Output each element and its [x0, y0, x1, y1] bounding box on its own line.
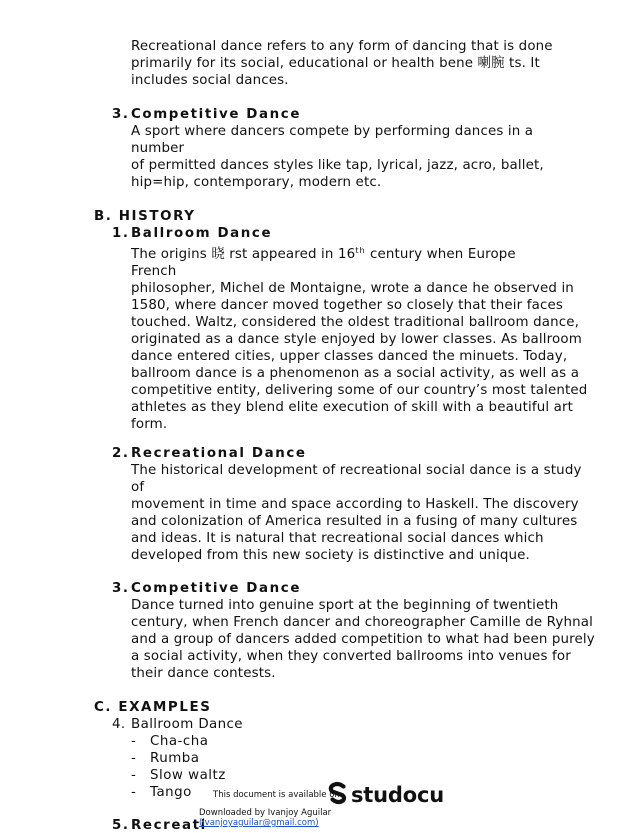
paragraph-line: and colonization of America resulted in a fusing of many cultures [131, 514, 578, 529]
list-item: Slow waltz [150, 768, 226, 783]
paragraph-line: includes social dances. [131, 73, 289, 88]
paragraph-line: ballroom dance is a phenomenon as a social activity, as well as a [131, 366, 580, 381]
studocu-logo-icon [327, 781, 349, 809]
paragraph-line: A sport where dancers compete by performing dances in a [131, 124, 534, 139]
examples-ballroom-title: Ballroom Dance [131, 717, 243, 732]
studocu-logo-text: studocu [351, 783, 444, 807]
studocu-logo[interactable] [327, 783, 444, 807]
paragraph-line: century, when French dancer and choreographer Camille de Ryhnal [131, 615, 593, 630]
list-item: Tango [150, 785, 192, 800]
section-title: Ballroom Dance [131, 226, 273, 241]
paragraph-line: hip=hip, contemporary, modern etc. [131, 175, 382, 190]
paragraph-line: primarily for its social, educational or health bene 喇腕 ts. It [131, 56, 540, 71]
examples-heading: C. EXAMPLES [94, 700, 212, 715]
examples-ballroom-number: 4. [112, 717, 126, 732]
paragraph-line: competitive entity, delivering some of our country’s most talented [131, 383, 588, 398]
list-item: Cha-cha [150, 734, 209, 749]
paragraph-line: dance entered cities, upper classes danced the minuets. Today, [131, 349, 568, 364]
section-title: Competitive Dance [131, 581, 302, 596]
paragraph-line: athletes as they blend elite execution of skill with a beautiful art [131, 400, 574, 415]
paragraph-line: originated as a dance style enjoyed by lower classes. As ballroom [131, 332, 582, 347]
paragraph-line: of permitted dances styles like tap, lyrical, jazz, acro, ballet, [131, 158, 544, 173]
line-text: The origins 晓 rst appeared in 16 [131, 247, 356, 262]
ballroom-history-number: 1. [112, 226, 130, 241]
dash-bullet: - [131, 768, 136, 783]
recreational-intro-paragraph [131, 38, 553, 89]
dash-bullet: - [131, 751, 136, 766]
dash-bullet: - [131, 785, 136, 800]
competitive-history-number: 3. [112, 581, 130, 596]
paragraph-line: movement in time and space according to Haskell. The discovery [131, 497, 579, 512]
downloaded-by-text: Downloaded by Ivanjoy Aguilar [199, 808, 332, 818]
competitive-intro-number: 3. [112, 107, 130, 122]
section-title: Competitive Dance [131, 107, 302, 122]
paragraph-line: touched. Waltz, considered the oldest traditional ballroom dance, [131, 315, 580, 330]
competitive-history-section [131, 580, 595, 682]
paragraph-line: developed from this new society is distinctive and unique. [131, 548, 530, 563]
section-title: Recreational Dance [131, 446, 307, 461]
paragraph-line: philosopher, Michel de Montaigne, wrote a dance he observed in [131, 281, 574, 296]
paragraph-line: form. [131, 417, 168, 432]
history-heading: B. HISTORY [94, 209, 196, 224]
paragraph-line: number [131, 141, 185, 156]
paragraph-line: The historical development of recreational social dance is a study [131, 463, 582, 478]
paragraph-line: of [131, 480, 145, 495]
superscript: th [355, 246, 366, 255]
available-on-text: This document is available on [213, 790, 340, 800]
paragraph-line: French [131, 264, 177, 279]
competitive-intro-section [131, 106, 544, 191]
paragraph-line: Dance turned into genuine sport at the beginning of twentieth [131, 598, 559, 613]
paragraph-line: their dance contests. [131, 666, 276, 681]
list-item: Rumba [150, 751, 200, 766]
paragraph-line: and a group of dancers added competition to what had been purely [131, 632, 595, 647]
recreational-history-section [131, 445, 582, 564]
recreational-history-number: 2. [112, 446, 130, 461]
next-item-title: Recreati [131, 818, 207, 833]
paragraph-line: Recreational dance refers to any form of dancing that is done [131, 39, 553, 54]
paragraph-line: a social activity, when they converted ballrooms into venues for [131, 649, 571, 664]
next-item-number: 5. [112, 818, 130, 833]
paragraph-line: and ideas. It is natural that recreational social dances which [131, 531, 544, 546]
paragraph-line [131, 242, 587, 263]
dash-bullet: - [131, 734, 136, 749]
paragraph-line: 1580, where dancer moved together so closely that their faces [131, 298, 563, 313]
line-text: century when Europe [365, 247, 516, 262]
downloader-email-link[interactable]: (ivanjoyaguilar@gmail.com) [199, 818, 319, 828]
ballroom-history-section [131, 225, 587, 433]
